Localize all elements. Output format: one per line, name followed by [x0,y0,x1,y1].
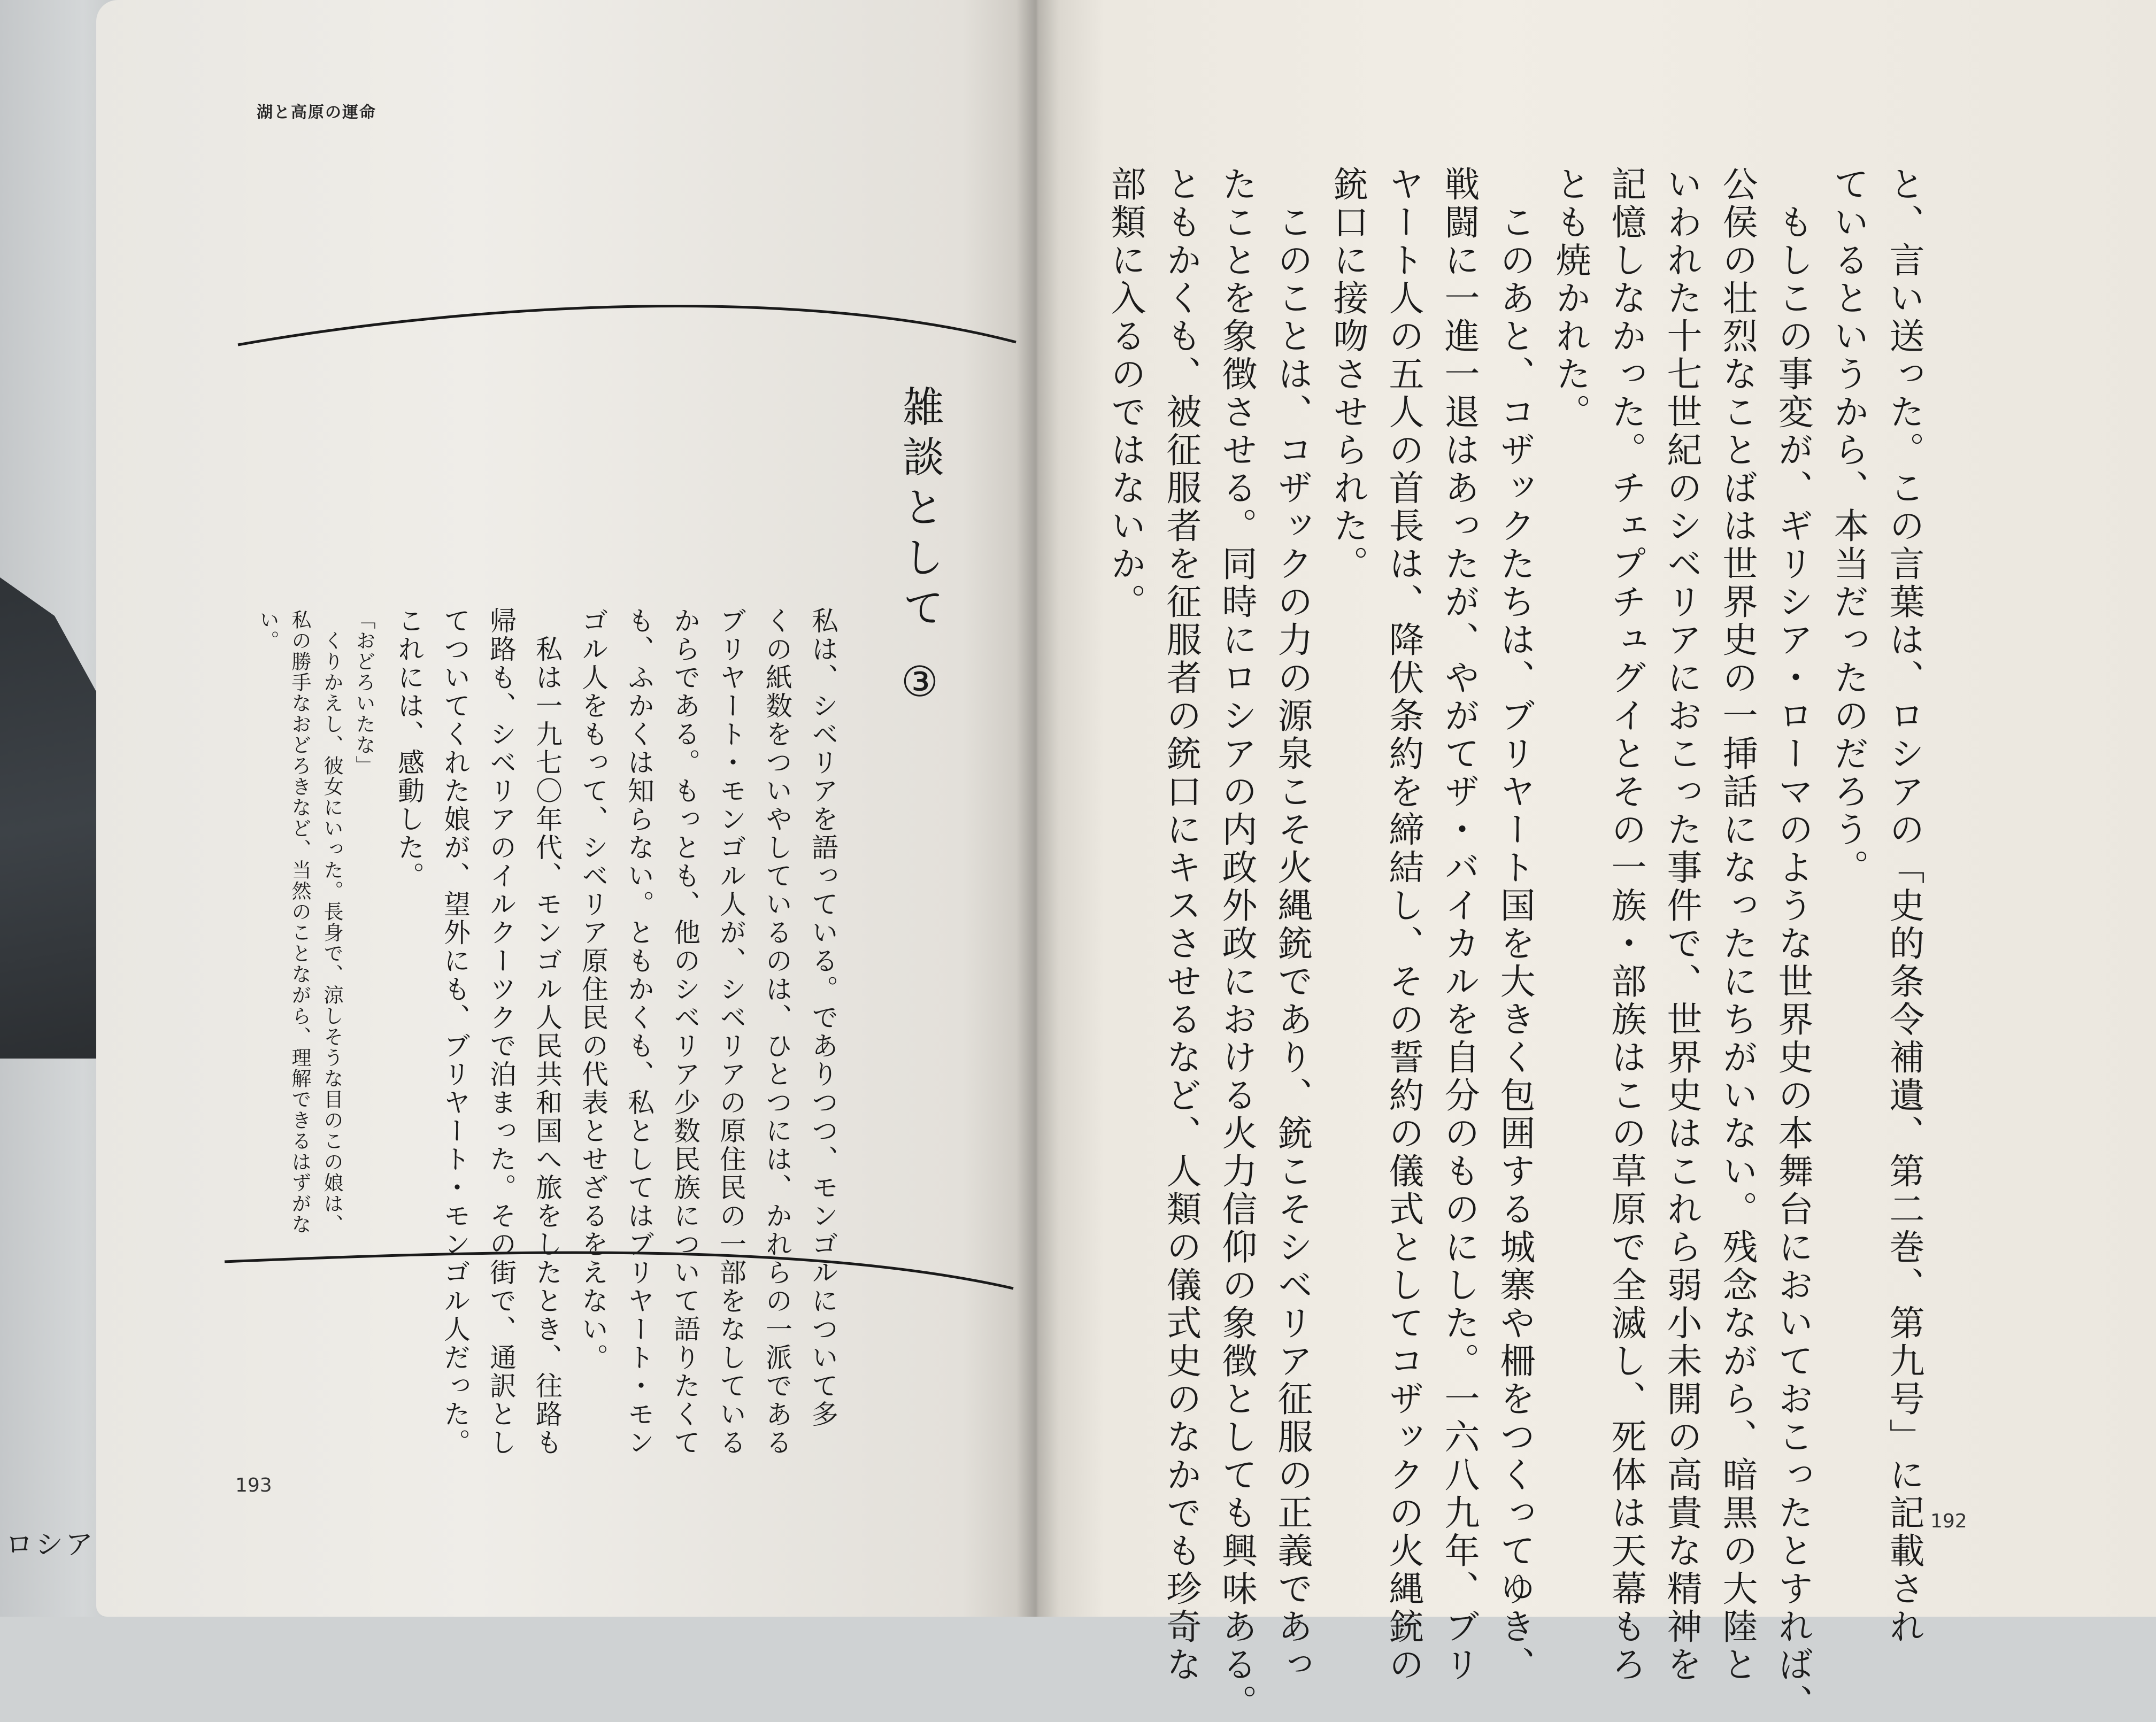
spine-label: ロシア [5,1529,96,1561]
box-title: 雑談として ③ [896,385,944,715]
page-number-right: 192 [1930,1510,1967,1532]
right-page-text: と、言い送った。この言葉は、ロシアの「史的条令補遺、第二巻、第九号」に記載され ているというから、本当だったのだろう。 もしこの事変が、ギリシア・ローマのような世界史の本舞台においておこったとすれば、 公侯の壮烈なことばは世界史の一挿話になったにちがいない。残念ながら、暗黒の大陸と いわれた十七世紀のシベリアにおこった事件で、世界史はこれら弱小未開の高貴な精神を 記憶しなかった。チェプチュグイとその一族・部族はこの草原で全滅し、死体は天幕もろ とも焼かれた。 このあと、コザックたちは、ブリヤート国を大きく包囲する城寨や柵をつくってゆき、 戦闘に一進一退はあったが、やがてザ・バイカルを自分のものにした。一六八九年、ブリ ヤート人の五人の首長は、降伏条約を締結し、その誓約の儀式としてコザックの火縄銃の 銃口に接吻させられた。 このことは、コザックの力の源泉こそ火縄銃であり、銃こそシベリア征服の正義であっ たことを象徴させる。同時にロシアの内政外政における火力信仰の象徴としても興味ある。 ともかくも、被征服者を征服者の銃口にキスさせるなど、人類の儀式史のなかでも珍奇な 部類に入るのではないか。 [1105,166,1924,1722]
box-bottom-line [225,1253,1013,1288]
page-number-left: 193 [235,1474,272,1496]
box-body-text: 私は、シベリアを語っている。でありつつ、モンゴルについて多 くの紙数をついやしているのは、ひとつには、かれらの一派である ブリヤート・モンゴル人が、シベリアの原住民の一部をなしている からである。もっとも、他のシベリア少数民族について語りたくて も、ふかくは知らない。ともかくも、私としてはブリヤート・モン ゴル人をもって、シベリア原住民の代表とせざるをえない。 帰路も、シベリアのイルクーツクで泊まった。その街で、通訳とし てついてくれた娘が、望外にも、ブリヤート・モンゴル人だった。 これには、感動した。 [394,607,838,1457]
running-head: 湖と高原の運命 [257,103,376,122]
box-small-text: 「おどろいたな」 くりかえし、彼女にいった。長身で、涼しそうな目のこの娘は、 私の勝手なおどろきなど、当然のことながら、理解できるはずがな い。 [256,609,375,1235]
box-top-line [238,306,1016,345]
